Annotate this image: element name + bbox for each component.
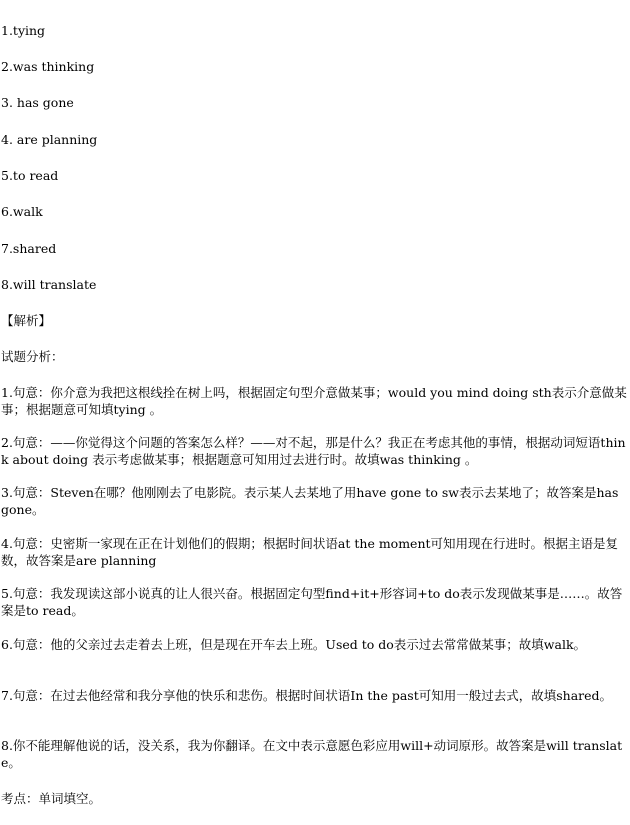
explanation-7: 7.句意：在过去他经常和我分享他的快乐和悲伤。根据时间状语In the past可知用一般过去式，故填shared。 <box>1 688 613 703</box>
explanation-5: 5.句意：我发现读这部小说真的让人很兴奋。根据固定句型find+it+形容词+to do表示发现做某事是……。故答案是to read。 <box>1 586 623 618</box>
explanation-2: 2.句意：——你觉得这个问题的答案怎么样？——对不起，那是什么？我正在考虑其他的事情，根据动词短语think about doing 表示考虑做某事；根据题意可知用过去进行时。故填was thinking 。 <box>1 435 626 467</box>
analysis-heading: 【解析】 <box>1 313 52 328</box>
footer-note: 考点：单词填空。 <box>1 791 102 806</box>
answer-2: 2.was thinking <box>1 59 95 74</box>
explanation-8: 8.你不能理解他说的话，没关系，我为你翻译。在文中表示意愿色彩应用will+动词原形。故答案是will translate。 <box>1 738 623 770</box>
answer-7: 7.shared <box>1 241 57 256</box>
answer-1: 1.tying <box>1 23 46 38</box>
answer-5: 5.to read <box>1 168 59 183</box>
explanation-4: 4.句意：史密斯一家现在正在计划他们的假期；根据时间状语at the moment可知用现在行进时。根据主语是复数，故答案是are planning <box>1 536 619 568</box>
analysis-subheading: 试题分析： <box>1 349 64 364</box>
explanation-3: 3.句意：Steven在哪？他刚刚去了电影院。表示某人去某地了用have gone to sw表示去某地了；故答案是has gone。 <box>1 485 619 517</box>
answer-8: 8.will translate <box>1 277 97 292</box>
explanation-6: 6.句意：他的父亲过去走着去上班，但是现在开车去上班。Used to do表示过去常常做某事；故填walk。 <box>1 637 587 652</box>
answer-3: 3. has gone <box>1 95 74 110</box>
answer-4: 4. are planning <box>1 132 98 147</box>
explanation-1: 1.句意：你介意为我把这根线拴在树上吗，根据固定句型介意做某事；would you mind doing sth表示介意做某事；根据题意可知填tying 。 <box>1 385 627 417</box>
answer-6: 6.walk <box>1 204 43 219</box>
